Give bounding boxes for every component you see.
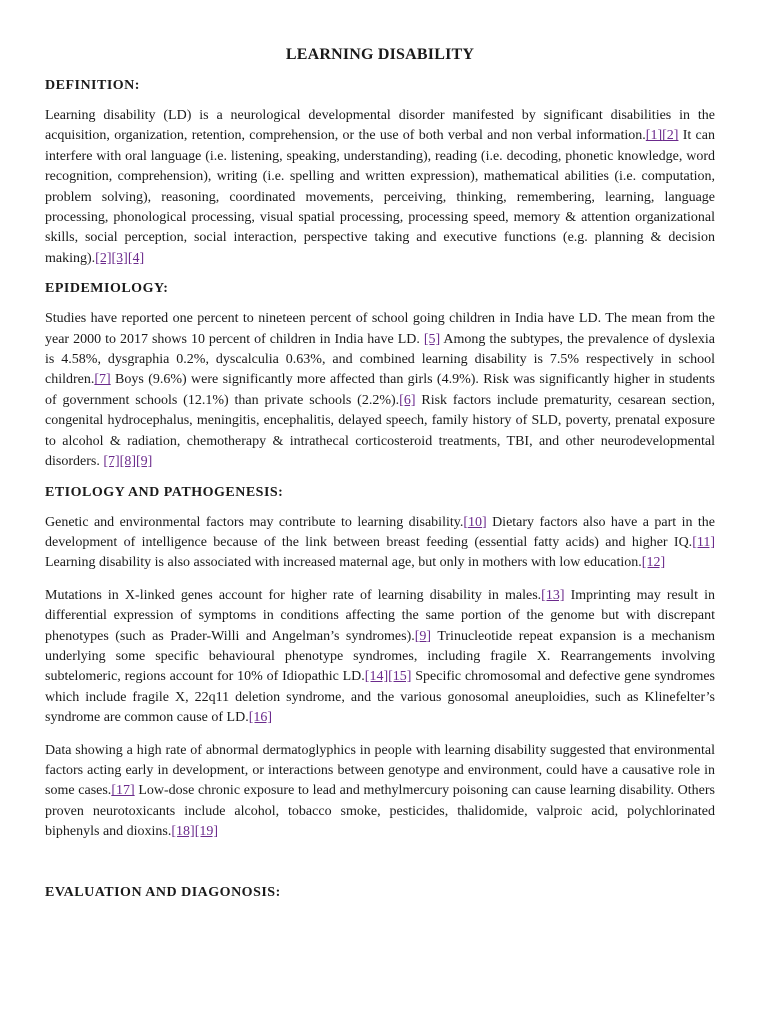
citation-link[interactable]: [1] [645,128,663,144]
text-run: It can interfere with oral language (i.e. listening, speaking, understanding), reading (i.e. decoding, phonetic knowledge, word recognition, comprehension), writing (i.e. spelling and written expression), mathematical abilities (i.e. computation, problem solving), reasoning, coordinated movements, perceiving, thinking, remembering, learning, language processing, phonological processing, visual spatial processing, processing speed, memory & attention organizational skills, social perception, social interaction, perspective taking and executive functions (e.g. planning & decision making). [45,128,715,266]
citation-link[interactable]: [11] [692,534,715,550]
citation-link[interactable]: [15] [388,669,412,685]
citation-link[interactable]: [18] [171,824,195,840]
text-run: Trinucleotide repeat expansion is a mechanism underlying some specific behavioural phenotype syndromes, including fragile X. Rearrangements involving subtelomeric, regions account for 10% of Idiopathic LD. [45,628,715,685]
citation-link[interactable]: [14] [364,669,389,685]
citation-link[interactable]: [19] [194,824,219,840]
citation-link[interactable]: [9] [414,628,432,644]
document-title: LEARNING DISABILITY [285,46,475,63]
citation-link[interactable]: [3] [111,250,128,266]
citation-link[interactable]: [7] [94,372,111,388]
epidemiology-paragraph [45,309,715,472]
citation-link[interactable]: [16] [248,710,273,726]
citation-link[interactable]: [12] [641,555,666,571]
text-run: Learning disability is also associated with increased maternal age, but only in mothers with low education. [45,555,642,571]
etiology-paragraph-1 [45,513,715,574]
definition-heading: DEFINITION: [45,78,140,93]
etiology-heading: ETIOLOGY AND PATHOGENESIS: [45,484,284,500]
spacer [45,855,715,885]
definition-paragraph [45,106,715,269]
etiology-paragraph-3 [45,741,715,843]
etiology-paragraph-2 [45,586,715,729]
text-run: Low-dose chronic exposure to lead and methylmercury poisoning can cause learning disability. Others proven neurotoxicants include alcohol, tobacco smoke, pesticides, thalidomide, valproic acid, polychlorinated biphenyls and dioxins. [45,783,716,840]
text-run: Data showing a high rate of abnormal dermatoglyphics in people with learning disability suggested that environmental factors acting early in development, or interactions between genotype and environment, could have a causative role in some cases. [45,742,715,799]
citation-link[interactable]: [7] [103,454,120,470]
text-run: Mutations in X-linked genes account for higher rate of learning disability in males. [45,587,542,603]
text-run: Learning disability (LD) is a neurological developmental disorder manifested by significant disabilities in the acquisition, organization, retention, comprehension, or the use of both verbal and non verbal information. [45,108,715,144]
citation-link[interactable]: [6] [399,392,416,408]
text-run: Specific chromosomal and defective gene syndromes which include fragile X, 22q11 deletion syndrome, and the various gonosomal aneuploidies, such as Klinefelter’s syndrome are common cause of LD. [45,669,715,726]
citation-link[interactable]: [4] [127,250,145,266]
citation-link[interactable]: [10] [463,514,487,530]
citation-link[interactable]: [5] [423,331,441,347]
citation-link[interactable]: [8] [119,454,136,470]
text-run: Risk factors include prematurity, cesarean section, congenital hydrocephalus, meningitis, encephalitis, delayed speech, family history of SLD, poverty, prenatal exposure to alcohol & radiation, chemotherapy & intrathecal corticosteroid treatments, TBI, and other neurodevelopmental disorders. [45,392,715,470]
text-run: Genetic and environmental factors may contribute to learning disability. [45,514,464,530]
text-run: Among the subtypes, the prevalence of dyslexia is 4.58%, dysgraphia 0.2%, dyscalculia 0.63%, and combined learning disability is 7.5% respectively in school children. [45,331,716,388]
citation-link[interactable]: [17] [111,783,135,799]
citation-link[interactable]: [2] [95,250,112,266]
citation-link[interactable]: [2] [662,128,679,144]
epidemiology-heading: EPIDEMIOLOGY: [45,281,169,297]
text-run: Boys (9.6%) were significantly more affected than girls (4.9%). Risk was significantly higher in students of government schools (12.1%) than private schools (2.2%). [45,372,715,408]
text-run: Imprinting may result in differential expression of symptoms in conditions affecting the same portion of the genome but with discrepant phenotypes (such as Prader-Willi and Angelman’s syndromes). [45,587,715,644]
text-run: Studies have reported one percent to nineteen percent of school going children in India have LD. The mean from the year 2000 to 2017 shows 10 percent of children in India have LD. [45,311,715,347]
text-run: Dietary factors also have a part in the development of intelligence because of the link between breast feeding (essential fatty acids) and higher IQ. [45,514,715,550]
evaluation-heading: EVALUATION AND DIAGONOSIS: [45,884,281,900]
citation-link[interactable]: [9] [135,454,153,470]
citation-link[interactable]: [13] [541,587,565,603]
